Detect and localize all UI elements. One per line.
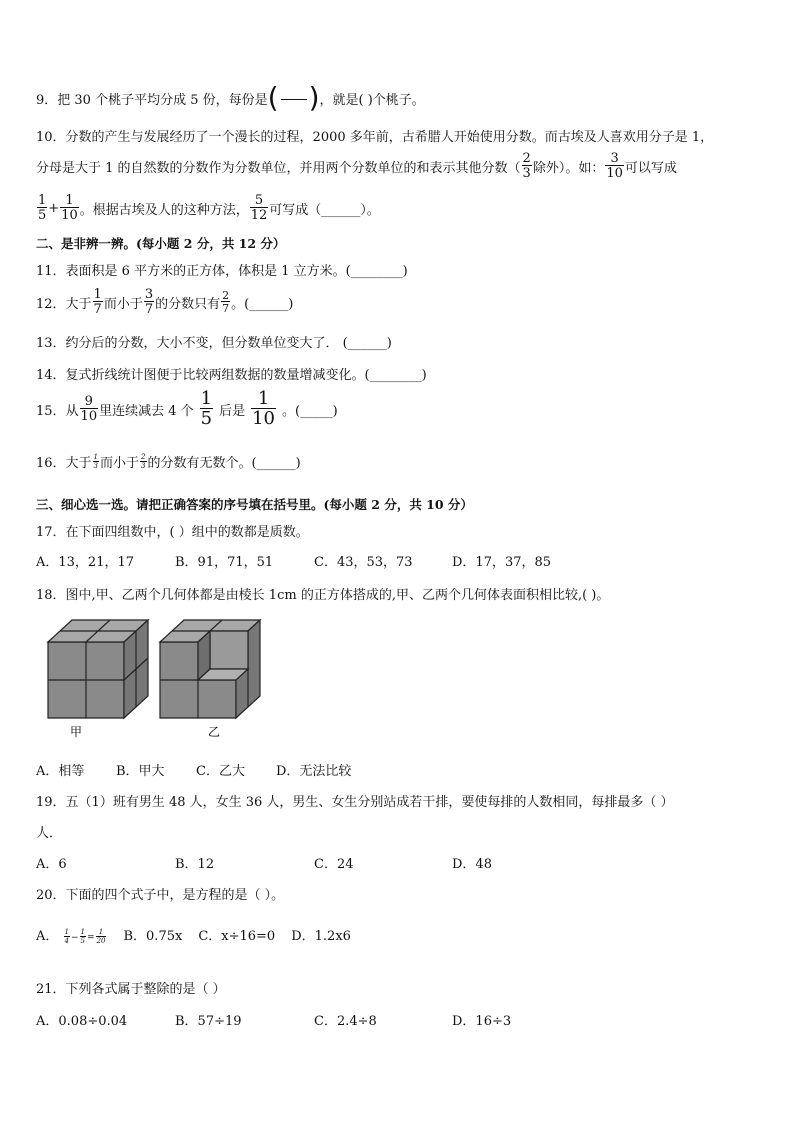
- q17-option-b[interactable]: B．91，71，51: [175, 555, 274, 570]
- fraction-1-5-tiny: $\frac{1}{5}$: [80, 927, 86, 945]
- label-yi: 乙: [208, 725, 221, 739]
- q10-text-3b: 可写成（______）。: [269, 202, 380, 218]
- question-14: 14．复式折线统计图便于比较两组数据的数量增减变化。(________): [36, 368, 427, 383]
- q19-option-b[interactable]: B．12: [175, 857, 215, 872]
- q17-option-c[interactable]: C．43，53，73: [314, 555, 413, 570]
- q19-option-a[interactable]: A．6: [36, 857, 67, 872]
- q19-option-c[interactable]: C．24: [314, 857, 354, 872]
- q17-option-a[interactable]: A．13，21，17: [36, 555, 135, 570]
- q20-options: [36, 925, 351, 945]
- fraction-9-10: 9 10: [80, 394, 98, 424]
- fraction-3-7: 3 7: [144, 287, 154, 317]
- question-12: 12．大于 1 7 而小于 3 7 的分数只有 2 7 。(______): [36, 287, 294, 317]
- q10-text-2b: 除外）。如：: [532, 160, 605, 176]
- q10-text-2c: 可以写成: [624, 160, 677, 176]
- section-3-heading: 三、细心选一选。请把正确答案的序号填在括号里。(每小题 2 分，共 10 分）: [36, 497, 473, 512]
- q18-option-d[interactable]: D．无法比较: [276, 764, 352, 779]
- plus-sign: +: [48, 200, 60, 216]
- question-17-stem: 17．在下面四组数中，( ）组中的数都是质数。: [36, 525, 309, 540]
- question-20-stem: 20．下面的四个式子中，是方程的是（ ）。: [36, 888, 285, 903]
- question-19-line-2: 人．: [36, 826, 63, 841]
- q9-fraction-blank: ( ): [267, 81, 320, 114]
- cubes-figure: [36, 612, 266, 742]
- q9-text-pre: 9．把 30 个桃子平均分成 5 份，每份是: [36, 92, 268, 108]
- question-10-line-2: [36, 152, 677, 180]
- q20-option-d[interactable]: D．1.2x6: [291, 929, 351, 945]
- q20-option-b[interactable]: B．0.75x: [123, 929, 183, 945]
- question-15: 15．从 9 10 里连续减去 4 个 1 5 后是 1 10 。(_____): [36, 388, 338, 429]
- question-21-stem: 21．下列各式属于整除的是（ ）: [36, 982, 226, 997]
- solid-yi: [160, 620, 260, 718]
- q18-option-c[interactable]: C．乙大: [196, 764, 245, 779]
- fraction-1-4-tiny: $\frac{1}{4}$: [64, 927, 69, 945]
- fraction-1-3-tiny: 1 3: [93, 452, 99, 470]
- fraction-2-3-tiny: 2 3: [141, 452, 146, 470]
- solid-jia: [48, 620, 148, 718]
- fraction-1-10: $\frac{1}{10}$: [61, 193, 78, 223]
- q20-option-a[interactable]: A． $\frac{1}{4}$ − $\frac{1}{5}$ = $\frac{1}{20}$: [36, 927, 106, 945]
- q21-option-c[interactable]: C．2.4÷8: [314, 1014, 377, 1029]
- q9-text-post: ，就是( )个桃子。: [319, 92, 425, 108]
- question-13: 13．约分后的分数，大小不变，但分数单位变大了． (______): [36, 336, 392, 351]
- q10-text-1: 10．分数的产生与发展经历了一个漫长的过程，2000 多年前，古希腊人开始使用分数。而古埃及人喜欢用分子是 1，: [36, 130, 714, 145]
- fraction-2-7: 2 7: [222, 289, 230, 315]
- q21-option-b[interactable]: B．57÷19: [175, 1014, 242, 1029]
- q18-option-a[interactable]: A．相等: [36, 764, 85, 779]
- fraction-5-12: 5 12: [250, 193, 268, 223]
- question-18-stem: 18．图中,甲、乙两个几何体都是由棱长 1cm 的正方体搭成的,甲、乙两个几何体表面积相比较,( )。: [36, 588, 610, 603]
- q10-text-3a: 。根据古埃及人的这种方法，: [79, 202, 249, 218]
- fraction-1-5: 1 5: [38, 193, 47, 223]
- question-19-line-1: 19．五（1）班有男生 48 人，女生 36 人，男生、女生分别站成若干排，要使每排的人数相同，每排最多（ ）: [36, 795, 674, 810]
- fraction-3-10: 3 10: [606, 151, 623, 181]
- q18-option-b[interactable]: B．甲大: [116, 764, 165, 779]
- fraction-2-3: 2 3: [522, 151, 531, 181]
- section-2-heading: 二、是非辨一辨。(每小题 2 分，共 12 分）: [36, 236, 286, 251]
- q21-option-a[interactable]: A．0.08÷0.04: [36, 1014, 128, 1029]
- q17-option-d[interactable]: D．17，37，85: [452, 555, 552, 570]
- question-16: 16．大于 1 3 而小于 2 3 的分数有无数个。(______): [36, 452, 301, 471]
- fraction-1-7: 1 7: [93, 287, 102, 317]
- question-11: 11．表面积是 6 平方米的正方体，体积是 1 立方米。(________): [36, 264, 408, 279]
- question-10-line-3: [36, 194, 380, 222]
- fraction-1-10-large: 1 10: [252, 388, 276, 429]
- question-9: [36, 81, 425, 114]
- q20-option-c[interactable]: C．x÷16=0: [198, 929, 276, 945]
- fraction-1-5-large: 1 5: [200, 388, 213, 429]
- q21-option-d[interactable]: D．16÷3: [452, 1014, 512, 1029]
- fraction-1-20-tiny: $\frac{1}{20}$: [96, 927, 106, 945]
- q19-option-d[interactable]: D．48: [452, 857, 492, 872]
- question-10-line-1: [36, 126, 713, 145]
- label-jia: 甲: [70, 725, 83, 739]
- q10-text-2a: 分母是大于 1 的自然数的分数作为分数单位，并用两个分数单位的和表示其他分数（: [36, 160, 521, 176]
